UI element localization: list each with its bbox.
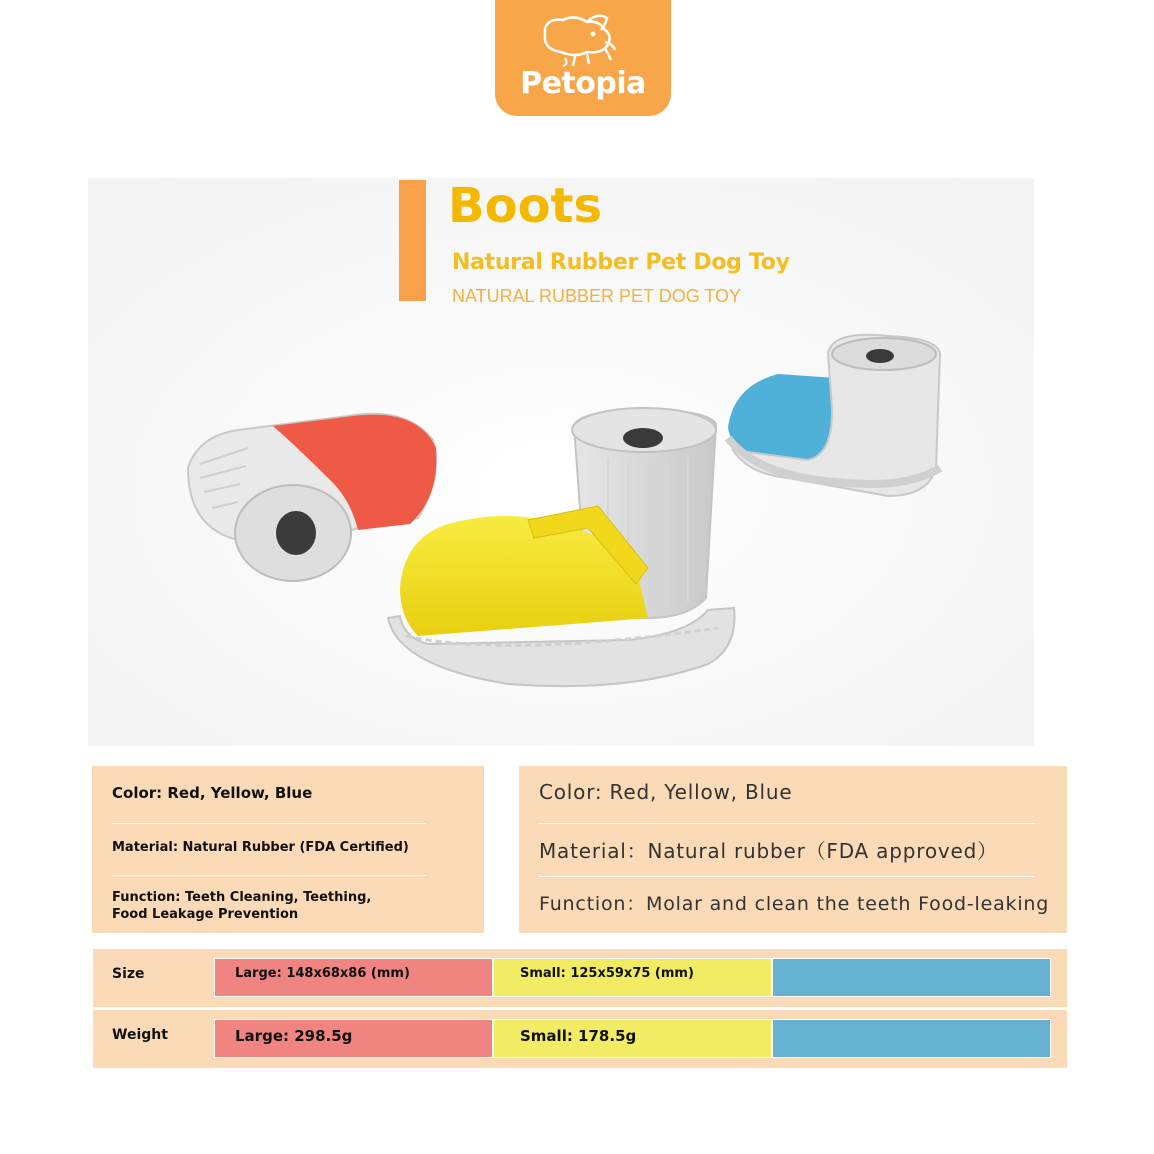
product-title: Boots: [448, 178, 603, 234]
divider: [539, 823, 1035, 824]
title-accent-bar: [399, 180, 426, 301]
divider: [112, 823, 426, 824]
spec-material: Material：Natural rubber（FDA approved）: [539, 839, 998, 863]
product-subtitle-caps: NATURAL RUBBER PET DOG TOY: [452, 286, 742, 306]
divider: [112, 875, 426, 876]
table-row-weight: [93, 1010, 1067, 1068]
weight-large-cell: Large: 298.5g: [214, 1019, 493, 1058]
brand-logo: [495, 0, 671, 116]
brand-name: Petopia: [520, 66, 646, 101]
size-large-cell: Large: 148x68x86 (mm): [214, 958, 493, 997]
spec-function-line2: Food Leakage Prevention: [112, 907, 299, 922]
divider: [539, 876, 1035, 877]
table-row-size: [93, 949, 1067, 1007]
weight-small-cell: Small: 178.5g: [493, 1019, 772, 1058]
dog-logo-icon: [535, 8, 625, 70]
spec-function-line1: Function: Teeth Cleaning, Teething,: [112, 890, 372, 905]
spec-color: Color: Red, Yellow, Blue: [539, 780, 793, 804]
product-subtitle: Natural Rubber Pet Dog Toy: [452, 250, 790, 275]
size-small-cell: Small: 125x59x75 (mm): [493, 958, 772, 997]
spec-material: Material: Natural Rubber (FDA Certified): [112, 840, 409, 855]
spec-panel-left: [92, 766, 484, 933]
row-label-weight: Weight: [112, 1027, 168, 1043]
spec-function: Function：Molar and clean the teeth Food-leaking: [539, 893, 1050, 915]
size-third-cell: [772, 958, 1051, 997]
weight-third-cell: [772, 1019, 1051, 1058]
spec-panel-right: [519, 766, 1067, 933]
spec-color: Color: Red, Yellow, Blue: [112, 784, 313, 802]
row-label-size: Size: [112, 966, 145, 982]
